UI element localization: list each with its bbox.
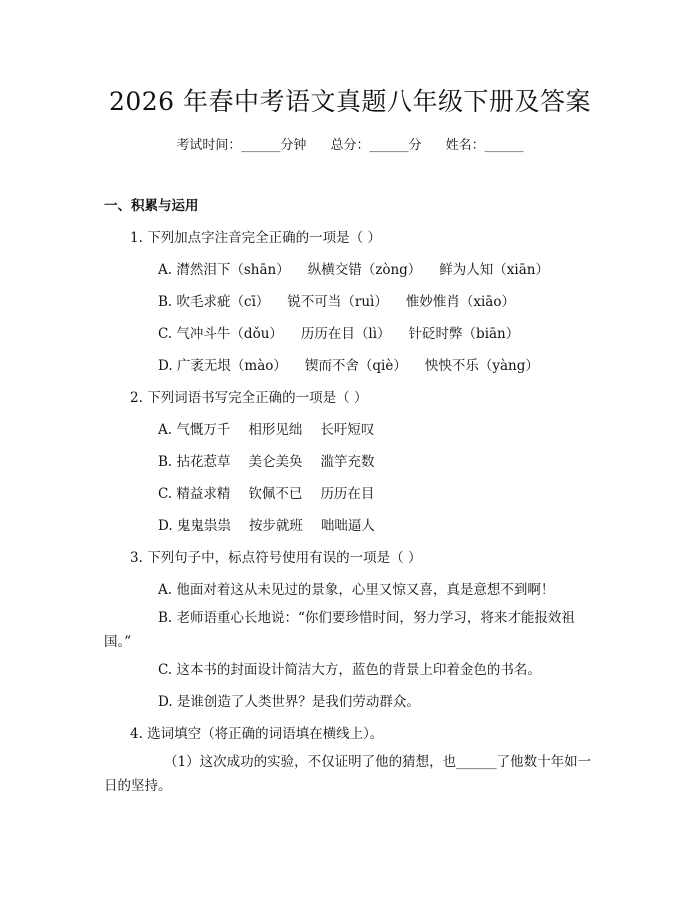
question-1-option-b: B. 吹毛求疵（cī） 锐不可当（ruì） 惟妙惟肖（xiāo） [158,294,515,310]
question-1-option-d: D. 广袤无垠（mào） 锲而不舍（qiè） 怏怏不乐（yàng） [158,358,539,374]
section-heading: 一、积累与运用 [104,198,199,214]
question-3-stem: 3. 下列句子中，标点符号使用有误的一项是（ ） [130,550,422,566]
question-2-option-c: C. 精益求精 钦佩不已 历历在目 [158,486,375,502]
question-1-option-c: C. 气冲斗牛（dǒu） 历历在目（lì） 针砭时弊（biān） [158,326,520,342]
page-title: 2026 年春中考语文真题八年级下册及答案 [108,87,592,116]
question-4-stem: 4. 选词填空（将正确的词语填在横线上）。 [130,726,384,742]
question-1-option-a: A. 潸然泪下（shān） 纵横交错（zòng） 鲜为人知（xiān） [158,262,549,278]
question-1-stem: 1. 下列加点字注音完全正确的一项是（ ） [130,230,381,246]
question-3-option-b: B. 老师语重心长地说：“你们要珍惜时间，努力学习，将来才能报效祖国。” [104,610,575,650]
exam-meta [0,134,700,153]
question-4-item-1: （1）这次成功的实验，不仅证明了他的猜想，也______了他数十年如一日的坚持。 [104,754,592,794]
question-2-stem: 2. 下列词语书写完全正确的一项是（ ） [130,390,368,406]
question-2-option-d: D. 鬼鬼祟祟 按步就班 咄咄逼人 [158,518,375,534]
question-3-option-c: C. 这本书的封面设计简洁大方，蓝色的背景上印着金色的书名。 [158,662,541,678]
question-3-option-a: A. 他面对着这从未见过的景象，心里又惊又喜，真是意想不到啊！ [158,582,555,598]
question-2-option-b: B. 拈花惹草 美仑美奂 滥竽充数 [158,454,375,470]
question-3-option-d: D. 是谁创造了人类世界？是我们劳动群众。 [158,694,420,710]
exam-time-field: 考试时间：______分钟 [176,138,307,153]
total-score-field: 总分：______分 [330,138,422,153]
question-2-option-a: A. 气慨万千 相形见绌 长吁短叹 [158,422,375,438]
student-name-field: 姓名：______ [445,138,524,153]
